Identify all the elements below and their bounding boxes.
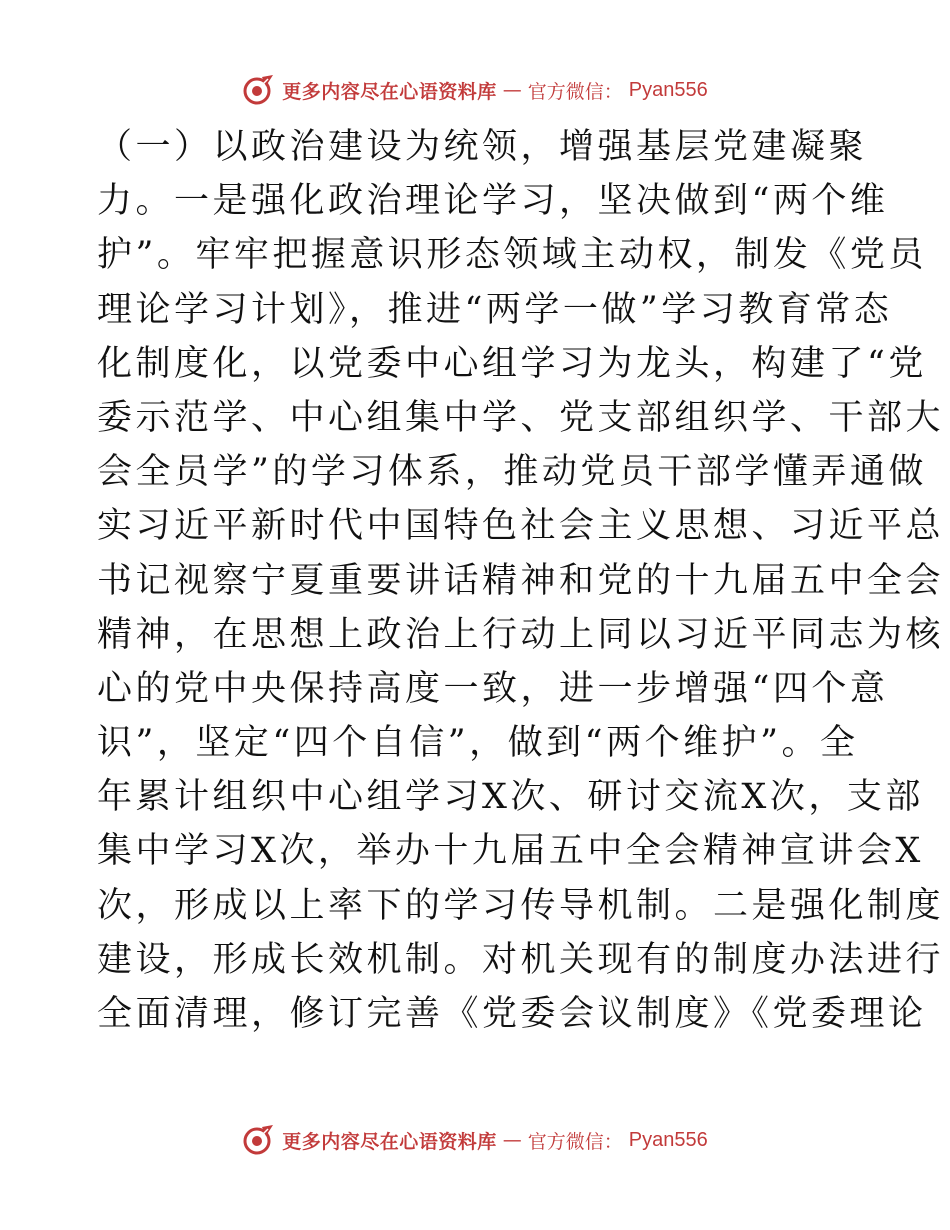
body-line: 识”，坚定“四个自信”，做到“两个维护”。全 [97,723,859,764]
body-line: 书记视察宁夏重要讲话精神和党的十九届五中全会 [97,560,945,601]
body-line: 理论学习计划》，推进“两学一做”学习教育常态 [97,289,893,330]
body-line: 力。一是强化政治理论学习，坚决做到“两个维 [97,181,889,222]
watermark-site-text: 更多内容尽在心语资料库 [282,80,497,103]
body-line: 建设，形成长效机制。对机关现有的制度办法进行 [97,939,945,980]
watermark-label: 官方微信： [527,80,623,103]
watermark-id: Pyan556 [628,78,708,101]
body-line: 化制度化，以党委中心组学习为龙头，构建了“党 [97,343,927,384]
body-line: 集中学习X次，举办十九届五中全会精神宣讲会X [97,831,924,872]
watermark-dash: — [502,1129,522,1151]
body-line: 年累计组织中心组学习X次、研讨交流X次，支部 [97,777,924,818]
watermark-site-text: 更多内容尽在心语资料库 [282,1130,497,1153]
pen-logo-icon [242,1123,276,1157]
body-line: （一）以政治建设为统领，增强基层党建凝聚 [97,127,868,167]
body-line: 次，形成以上率下的学习传导机制。二是强化制度 [97,885,945,926]
header-watermark [0,70,950,110]
watermark-id: Pyan556 [628,1128,708,1151]
body-line: 护”。牢牢把握意识形态领域主动权，制发《党员 [97,235,927,276]
body-line: 实习近平新时代中国特色社会主义思想、习近平总 [97,506,945,547]
body-line: 会全员学”的学习体系，推动党员干部学懂弄通做 [97,452,927,493]
watermark-dash: — [502,79,522,101]
watermark-label: 官方微信： [527,1130,623,1153]
body-line: 精神，在思想上政治上行动上同以习近平同志为核 [97,614,945,655]
body-line: 心的党中央保持高度一致，进一步增强“四个意 [97,668,889,709]
body-line: 全面清理，修订完善《党委会议制度》《党委理论 [97,994,927,1034]
footer-watermark [0,1120,950,1160]
document-body [97,120,945,1041]
pen-logo-icon [242,73,276,107]
body-line: 委示范学、中心组集中学、党支部组织学、干部大 [97,397,945,438]
